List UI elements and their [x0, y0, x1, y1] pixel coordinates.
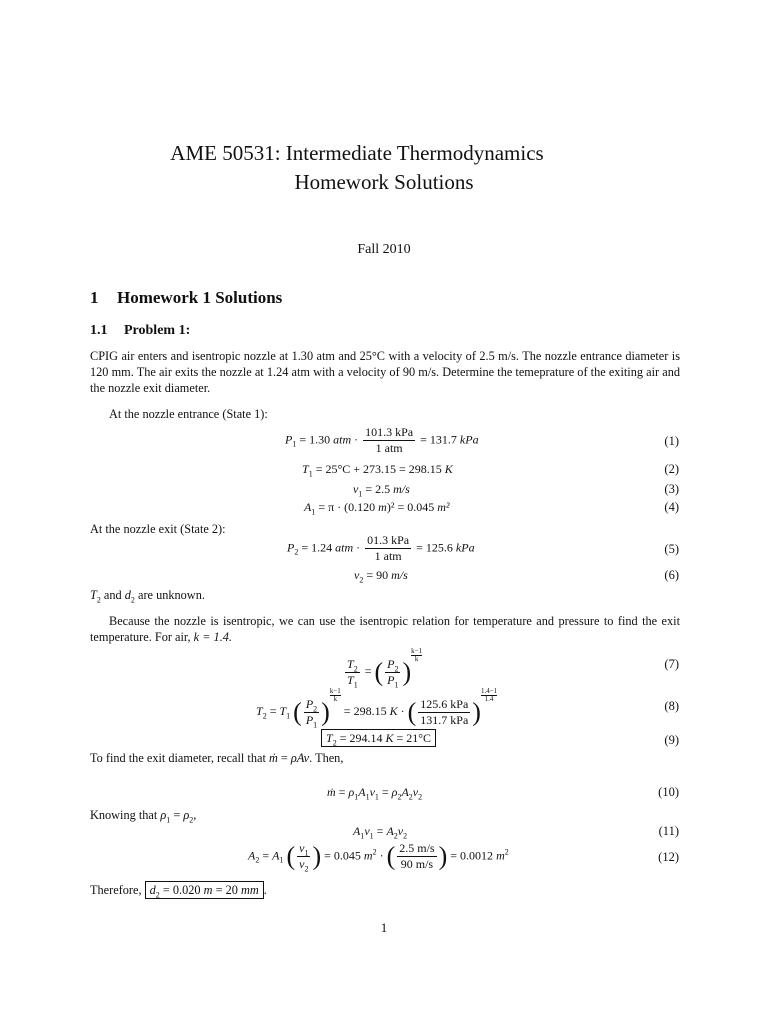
equation-number-7: (7) [664, 657, 679, 671]
subsection-title: Problem 1: [124, 323, 191, 338]
equation-number-8: (8) [664, 699, 679, 713]
document-term: Fall 2010 [357, 242, 411, 257]
equation-9 [321, 731, 436, 746]
document-title: AME 50531: Intermediate Thermodynamics [170, 141, 544, 165]
state1-label: At the nozzle entrance (State 1): [109, 407, 268, 421]
equation-1: $P_1 = 1.30$ atm · $\frac{\text{101.3 kPa}}{\text{1 atm}}$ = 131.7 kPa [285, 425, 479, 455]
equation-6: $v_2 = 90$ m/s [354, 568, 408, 585]
equation-5: $P_2 = 1.24$ atm · $\frac{\text{01.3 kPa}}{\text{1 atm}}$ = 125.6 kPa [287, 533, 475, 563]
page-number: 1 [380, 920, 388, 935]
equation-7: $\frac{T_2}{T_1}$ = ( $\frac{P_2}{P_1}$ ) $\frac{k-1}{k}$ [347, 647, 423, 690]
equation-number-3: (3) [664, 482, 679, 496]
section-number: 1 [90, 288, 99, 307]
document-subtitle: Homework Solutions [294, 170, 474, 194]
equation-11: $A_1v_1 = A_2v_2$ [353, 824, 408, 841]
isentropic-paragraph: Because the nozzle is isentropic, we can use the isentropic relation for temperature and pressure to find the exit temperature. For air, k = 1.4. [90, 614, 680, 644]
equation-number-12: (12) [658, 850, 679, 864]
state2-label: At the nozzle exit (State 2): [90, 522, 226, 536]
equation-number-1: (1) [664, 434, 679, 448]
result-box-diameter: $d_2 = 0.020$ m = 20 mm [145, 881, 264, 899]
equation-3: $v_1 = 2.5$ m/s [353, 482, 410, 499]
section-heading [90, 288, 282, 308]
unknowns-text: $T_2$ and $d_2$ are unknown. [90, 588, 205, 605]
problem-statement: CPIG air enters and isentropic nozzle at 1.30 atm and 25°C with a velocity of 2.5 m/s. The nozzle entrance diameter is 120 mm. The air exits the nozzle at 1.24 atm with a velocity of 90 m/s. Determine the temeprature of the exiting air and the nozzle exit diameter. [90, 349, 680, 395]
subsection-heading [90, 323, 190, 339]
equation-number-5: (5) [664, 542, 679, 556]
equation-2: $T_1 = 25^\circ C + 273.15 = 298.15$ K [302, 462, 453, 479]
equation-4: $A_1 = \pi \cdot (0.120$ m)² = 0.045 m² [304, 500, 450, 517]
equation-number-4: (4) [664, 500, 679, 514]
equation-8: $T_2 = T_1$ ( $\frac{P_2}{P_1}$ ) $\frac{k-1}{k} = 298.15$ K · ( $\frac{\text{125.6 kPa}}{\text{131.7 kPa}}$ ) $\frac{1.4-1}{1.4}$ [256, 687, 498, 730]
result-box-temperature: $T_2 = 294.14$ K = 21°C [321, 729, 436, 747]
equation-number-11: (11) [658, 824, 679, 838]
equation-10: ṁ = $\rho_1A_1v_1 = \rho_2A_2v_2$ [327, 785, 423, 802]
subsection-number: 1.1 [90, 323, 108, 338]
therefore-text: Therefore, $d_2 = 0.020$ m = 20 mm . [90, 883, 267, 900]
equation-12: $A_2 = A_1$ ( $\frac{v_1}{v_2}$ ) = 0.045 $m^2$ · ( $\frac{2.5 m/s}{90 m/s}$ ) = 0.0012 $m^2$ [248, 841, 509, 874]
exit-diameter-text: To find the exit diameter, recall that ṁ = ρAv. Then, [90, 751, 344, 765]
equation-number-9: (9) [664, 733, 679, 747]
equation-number-2: (2) [664, 462, 679, 476]
knowing-text: Knowing that $\rho_1 = \rho_2$, [90, 808, 197, 825]
equation-number-10: (10) [658, 785, 679, 799]
section-title: Homework 1 Solutions [117, 288, 283, 307]
equation-number-6: (6) [664, 568, 679, 582]
